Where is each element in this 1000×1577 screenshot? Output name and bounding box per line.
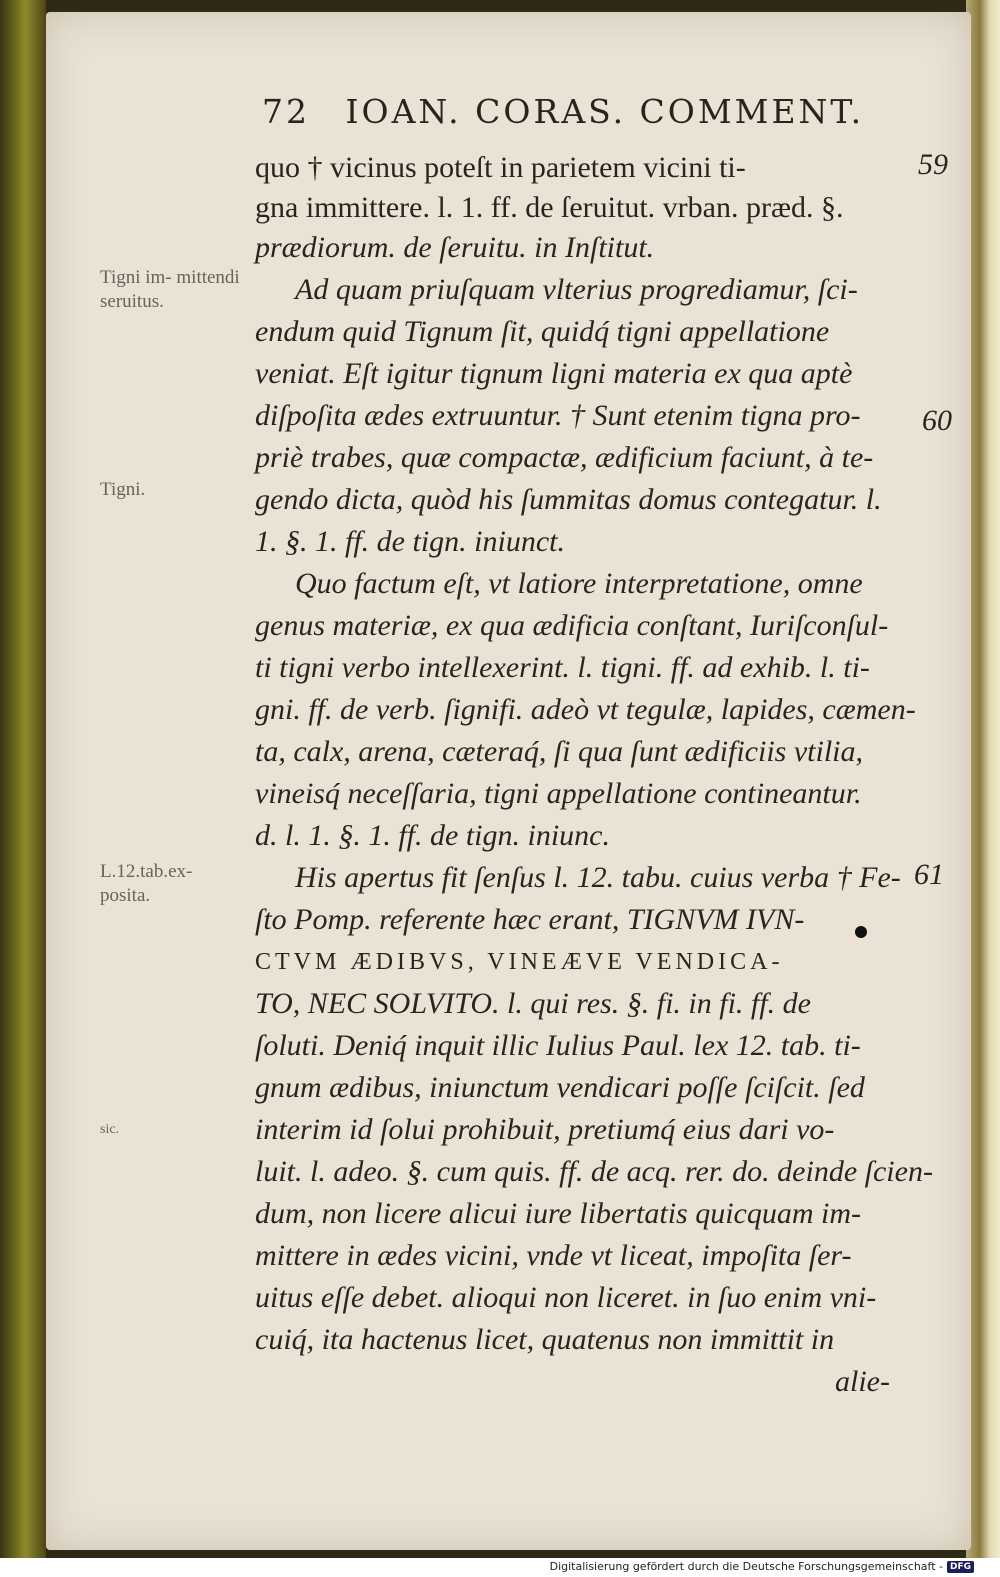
text-line: TO, NEC SOLVITO. l. qui res. §. fi. in fi. ff. de bbox=[255, 987, 811, 1020]
text-line: ti tigni verbo intellexerint. l. tigni. ff. ad exhib. l. ti- bbox=[255, 651, 870, 684]
dfg-logo: DFG bbox=[947, 1561, 974, 1573]
text-line: ſoluti. Deniq́ inquit illic Iulius Paul. lex 12. tab. ti- bbox=[255, 1029, 861, 1062]
text-line: gnum ædibus, iniunctum vendicari poſſe ſciſcit. ſed bbox=[255, 1071, 865, 1104]
section-number: 61 bbox=[914, 858, 944, 891]
text-line: uitus eſſe debet. alioqui non liceret. in ſuo enim vni- bbox=[255, 1281, 877, 1314]
footer-text: Digitalisierung gefördert durch die Deutsche Forschungsgemeinschaft - bbox=[549, 1560, 943, 1573]
text-line: quo † vicinus poteſt in parietem vicini ti- bbox=[255, 151, 746, 184]
text-line: luit. l. adeo. §. cum quis. ff. de acq. rer. do. deinde ſcien- bbox=[255, 1155, 933, 1188]
text-line: ta, calx, arena, cæteraq́, ſi qua ſunt ædificiis vtilia, bbox=[255, 735, 863, 768]
text-line: ſto Pomp. referente hæc erant, TIGNVM IVN- bbox=[255, 903, 805, 936]
margin-note: L.12.tab.ex- posita. bbox=[100, 861, 193, 906]
text-line: vineisq́ neceſſaria, tigni appellatione contineantur. bbox=[255, 777, 862, 810]
text-line: veniat. Eſt igitur tignum ligni materia ex qua aptè bbox=[255, 357, 853, 390]
digitization-footer bbox=[550, 1560, 974, 1573]
text-line: Ad quam priuſquam vlterius progrediamur, ſci- bbox=[295, 273, 858, 306]
text-line: Quo factum eſt, vt latiore interpretatione, omne bbox=[295, 567, 863, 600]
ink-blot bbox=[855, 926, 867, 938]
section-number: 60 bbox=[922, 404, 952, 437]
text-line: His apertus fit ſenſus l. 12. tabu. cuius verba † Fe- bbox=[295, 861, 901, 894]
text-line: diſpoſita ædes extruuntur. † Sunt etenim tigna pro- bbox=[255, 399, 861, 432]
margin-note: Tigni im- mittendi seruitus. bbox=[100, 267, 240, 312]
text-line: genus materiæ, ex qua ædificia conſtant, Iuriſconſul- bbox=[255, 609, 889, 642]
text-line: mittere in ædes vicini, vnde vt liceat, impoſita ſer- bbox=[255, 1239, 852, 1272]
text-line: prædiorum. de ſeruitu. in Inſtitut. bbox=[255, 231, 655, 264]
text-line: interim id ſolui prohibuit, pretiumq́ eius dari vo- bbox=[255, 1113, 835, 1146]
book-cover-right bbox=[966, 0, 1000, 1558]
margin-note: Tigni. bbox=[100, 479, 146, 500]
text-line: d. l. 1. §. 1. ff. de tign. iniunc. bbox=[255, 819, 610, 852]
page-number: 72 bbox=[262, 92, 310, 131]
text-line: priè trabes, quæ compactæ, ædificium faciunt, à te- bbox=[255, 441, 874, 474]
text-line: dum, non licere alicui iure libertatis quicquam im- bbox=[255, 1197, 862, 1230]
book-cover-left bbox=[0, 0, 46, 1558]
text-line: gendo dicta, quòd his ſummitas domus contegatur. l. bbox=[255, 483, 882, 516]
page-header bbox=[262, 92, 882, 131]
text-line: gni. ff. de verb. ſignifi. adeò vt tegulæ, lapides, cæmen- bbox=[255, 693, 916, 726]
text-line: CTVM ÆDIBVS, VINEÆVE VENDICA- bbox=[255, 949, 784, 975]
text-line: endum quid Tignum ſit, quidq́ tigni appellatione bbox=[255, 315, 830, 348]
section-number: 59 bbox=[918, 148, 948, 181]
margin-note: sic. bbox=[100, 1122, 120, 1137]
text-line: gna immittere. l. 1. ff. de ſeruitut. vrban. præd. §. bbox=[255, 191, 844, 224]
text-line: 1. §. 1. ff. de tign. iniunct. bbox=[255, 525, 565, 558]
text-line: cuiq́, ita hactenus licet, quatenus non immittit in bbox=[255, 1323, 835, 1356]
text-line: alie- bbox=[835, 1365, 890, 1398]
running-title: IOAN. CORAS. COMMENT. bbox=[345, 92, 865, 131]
